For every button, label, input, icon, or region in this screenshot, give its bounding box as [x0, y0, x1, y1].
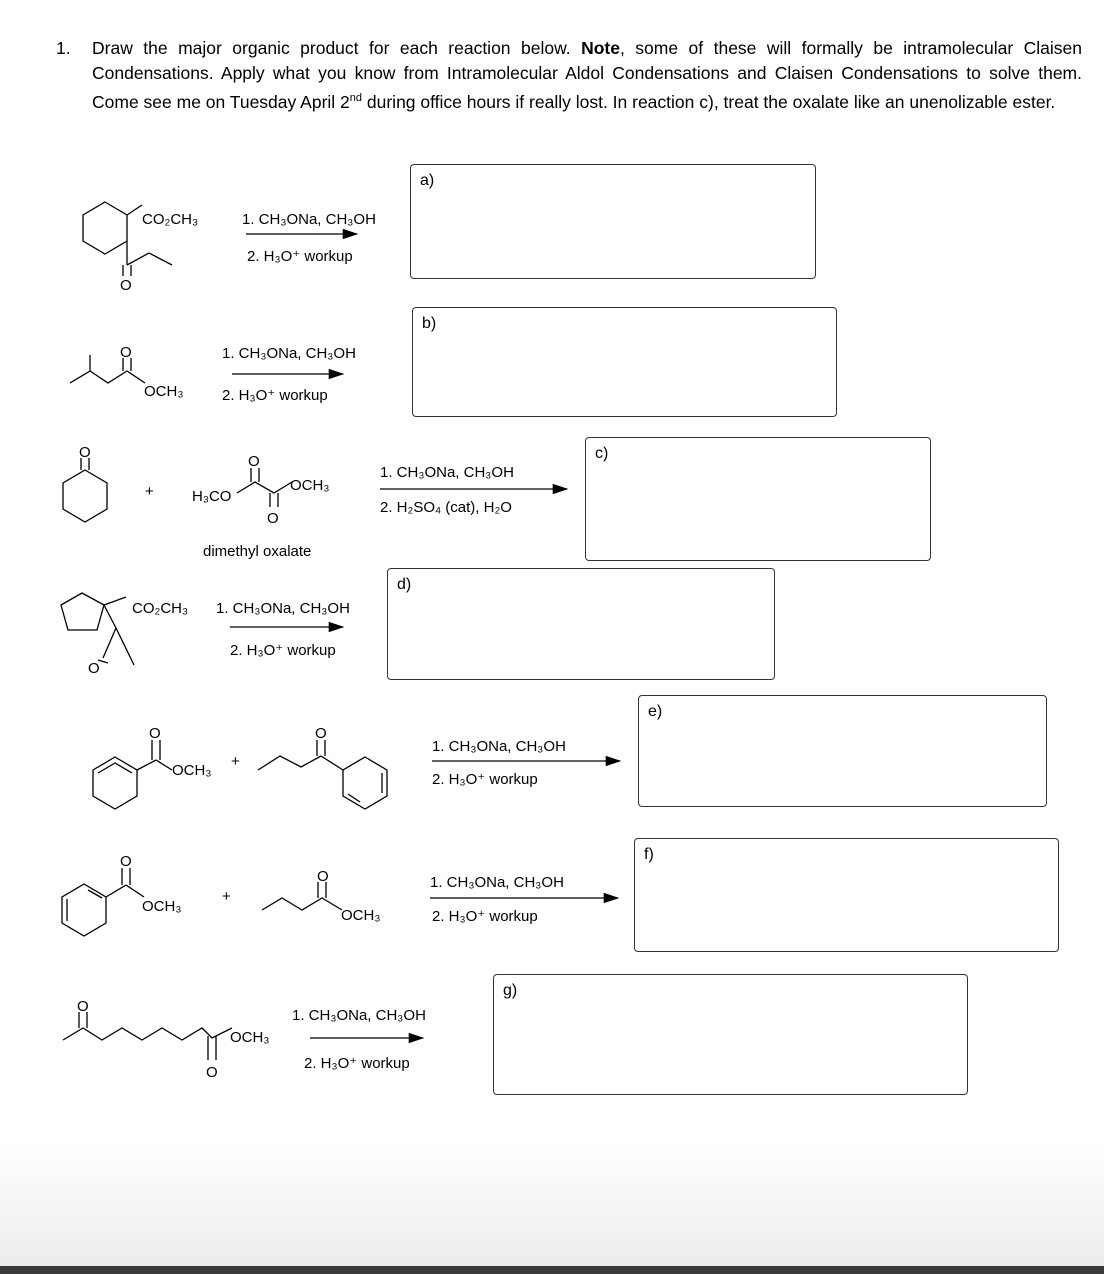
answer-box-d[interactable]: d)	[387, 568, 775, 680]
reagent-f-step1: 1. CH₃ONa, CH₃OH	[430, 874, 564, 891]
label-co2ch3-a: CO₂CH₃	[142, 211, 199, 228]
label-o-e-ester: O	[149, 725, 161, 742]
reagent-c-step2: 2. H₂SO₄ (cat), H₂O	[380, 499, 512, 516]
reactant-f-methyl-benzoate	[62, 868, 144, 936]
reagent-d-step1: 1. CH₃ONa, CH₃OH	[216, 600, 350, 617]
label-o-c-top: O	[248, 453, 260, 470]
label-och3-e: OCH₃	[172, 762, 212, 779]
reactant-f-methyl-propanoate	[262, 882, 342, 910]
reagent-a-step1: 1. CH₃ONa, CH₃OH	[242, 211, 376, 228]
label-h3co-c: H₃CO	[192, 488, 232, 505]
reactant-d-cyclopentane-ketoester	[61, 593, 134, 665]
label-o-c-ketone: O	[79, 444, 91, 461]
reagent-a-step2: 2. H₃O⁺ workup	[247, 248, 353, 265]
label-och3-c: OCH₃	[290, 477, 330, 494]
reagent-e-step2: 2. H₃O⁺ workup	[432, 771, 538, 788]
page-bottom-fade	[0, 1146, 1104, 1266]
answer-box-c[interactable]: c)	[585, 437, 931, 561]
reagent-b-step1: 1. CH₃ONa, CH₃OH	[222, 345, 356, 362]
reactant-b-methyl-ester	[70, 355, 145, 383]
reactant-c-cyclohexanone	[63, 458, 107, 522]
label-o-c-bottom: O	[267, 510, 279, 527]
label-o-e-ketone: O	[315, 725, 327, 742]
label-o-b: O	[120, 344, 132, 361]
reactant-c-dimethyl-oxalate	[237, 468, 292, 507]
reagent-e-step1: 1. CH₃ONa, CH₃OH	[432, 738, 566, 755]
label-o-a: O	[120, 277, 132, 294]
label-och3-f-benzoate: OCH₃	[142, 898, 182, 915]
label-och3-b: OCH₃	[144, 383, 184, 400]
plus-c: +	[145, 483, 154, 500]
label-o-f-propanoate: O	[317, 868, 329, 885]
label-och3-f-propanoate: OCH₃	[341, 907, 381, 924]
answer-box-g[interactable]: g)	[493, 974, 968, 1095]
reactant-g-ketoester-chain	[63, 1012, 232, 1060]
reagent-b-step2: 2. H₃O⁺ workup	[222, 387, 328, 404]
label-o-g-ester: O	[206, 1064, 218, 1081]
label-o-g-ketone: O	[77, 998, 89, 1015]
problem-instructions: Draw the major organic product for each reaction below. Note, some of these will formally be intramolecular Claisen Condensations. Apply what you know from Intramolecular Aldol Condensations and Claisen Condensations to solve them. Come see me on Tuesday April 2nd during office hours if really lost. In reaction c), treat the oxalate like an unenolizable ester.	[92, 38, 1082, 112]
label-o-d: O	[88, 660, 100, 677]
label-dimethyl-oxalate: dimethyl oxalate	[203, 543, 312, 560]
reagent-f-step2: 2. H₃O⁺ workup	[432, 908, 538, 925]
note-label: Note	[581, 38, 620, 58]
answer-box-f[interactable]: f)	[634, 838, 1059, 952]
reactant-e-methyl-benzoate	[93, 740, 172, 809]
problem-number: 1.	[56, 38, 71, 58]
plus-e: +	[231, 753, 240, 770]
reagent-g-step2: 2. H₃O⁺ workup	[304, 1055, 410, 1072]
reagent-d-step2: 2. H₃O⁺ workup	[230, 642, 336, 659]
answer-box-e[interactable]: e)	[638, 695, 1047, 807]
reactant-e-propiophenone	[258, 740, 387, 809]
bottom-bar	[0, 1266, 1104, 1274]
label-och3-g: OCH₃	[230, 1029, 270, 1046]
label-co2ch3-d: CO₂CH₃	[132, 600, 189, 617]
reagent-g-step1: 1. CH₃ONa, CH₃OH	[292, 1007, 426, 1024]
answer-box-a[interactable]: a)	[410, 164, 816, 279]
reagent-c-step1: 1. CH₃ONa, CH₃OH	[380, 464, 514, 481]
label-o-f-benzoate: O	[120, 853, 132, 870]
plus-f: +	[222, 888, 231, 905]
answer-box-b[interactable]: b)	[412, 307, 837, 417]
